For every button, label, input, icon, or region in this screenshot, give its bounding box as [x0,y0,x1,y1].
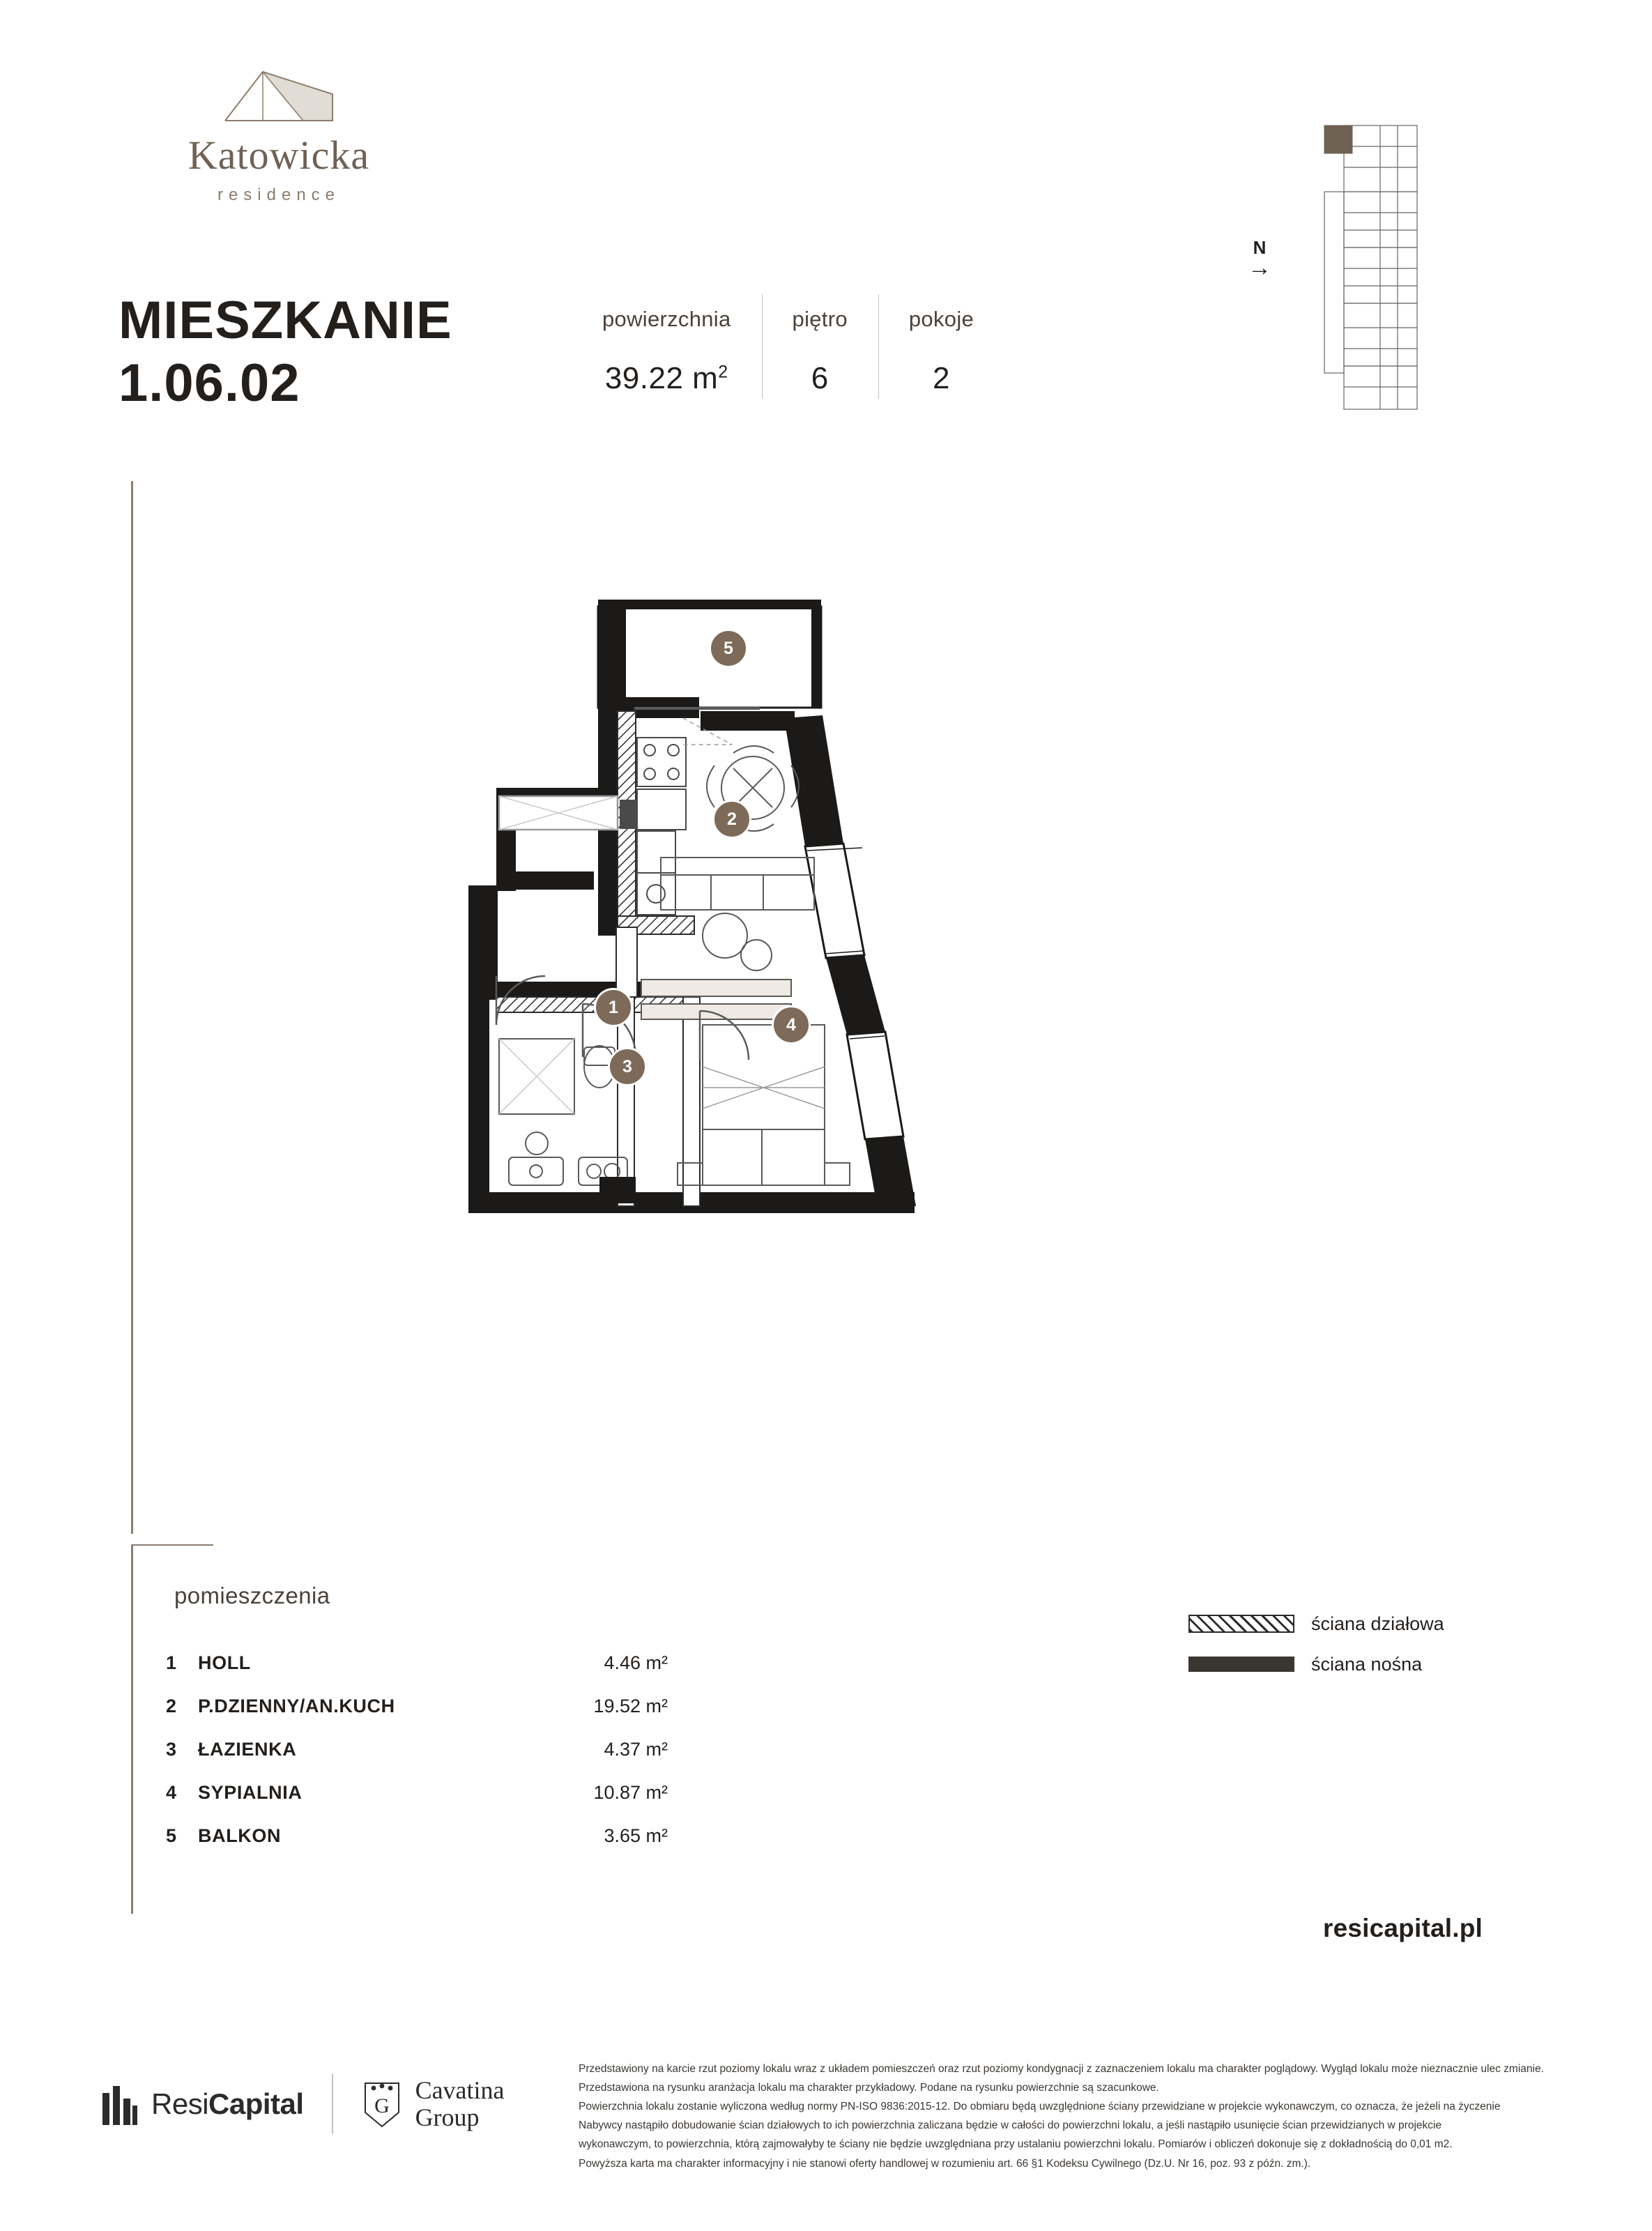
website-url[interactable]: resicapital.pl [1322,1914,1483,1942]
solid-wall-swatch-icon [1188,1657,1294,1672]
footer-logos [101,2074,505,2134]
meta-area-value: 39.22 $m^2$ [604,361,728,395]
wall-legend [1188,1604,1481,1684]
building-minimap [1303,119,1422,418]
living-room-furniture [641,746,814,996]
cavatina-logo [361,2077,505,2131]
disclaimer-line: Nabywcy nastąpiło dobudowanie ścian działowych to ich powierzchnia zaliczana będzie w całości do powierzchni lokalu, a jeśli nastąpiło usunięcie ścian przewidzianych w projekcie [579,2119,1442,2132]
roof-lines-icon [220,59,338,125]
list-item [166,1825,668,1868]
footer-divider [332,2074,333,2134]
plan-marker-5: 5 [709,629,748,668]
page-title [118,289,452,414]
disclaimer-line: Przedstawiony na karcie rzut poziomy lokalu wraz z układem pomieszczeń oraz rzut poziomy kondygnacji z zaznaczeniem lokalu ma charakter poglądowy. Wygląd lokalu może nieznacznie ulec zmianie. [579,2063,1544,2075]
rooms-section-title: pomieszczenia [174,1583,330,1608]
room-name: BALKON [198,1825,282,1846]
room-number: 4 [166,1782,177,1803]
resicapital-wordmark: ResiCapital [151,2087,304,2120]
left-rule-bottom [131,1544,133,1914]
cavatina-wordmark [415,2077,505,2131]
bedroom-furniture [641,1004,850,1185]
plan-marker-4: 4 [772,1005,811,1044]
room-name: ŁAZIENKA [198,1739,297,1760]
meta-floor [762,307,878,396]
cavatina-line2: Group [415,2103,480,2131]
compass-arrow-icon: → [1248,254,1271,281]
brand-logo [132,59,425,205]
rooms-list [166,1652,668,1868]
disclaimer-line: wykonawczym, to powierzchnia, którą zajmowałyby te ściany nie będzie uwzględniana przy ustalaniu powierzchni lokalu. Pomiarów i obliczeń dokonuje się z dokładnością do 0,01 m2. [579,2138,1453,2151]
meta-rooms-label: pokoje [908,307,974,331]
svg-text:G: G [374,2094,390,2117]
page-title-line2: 1.06.02 [118,353,300,413]
legend-partition-wall [1188,1604,1481,1644]
meta-area-label: powierzchnia [602,307,731,331]
room-number: 3 [166,1739,177,1760]
room-area: 4.46 m² [604,1652,668,1673]
room-area: 10.87 m² [593,1782,668,1803]
legend-label: ściana nośna [1311,1653,1423,1675]
room-number: 5 [166,1825,177,1846]
room-area: 19.52 m² [593,1696,668,1716]
list-item [166,1739,668,1782]
legal-disclaimer [579,2060,1554,2174]
compass [1248,237,1271,281]
brand-subtitle: residence [217,185,341,204]
disclaimer-line: Powyższa karta ma charakter informacyjny i nie stanowi oferty handlowej w rozumieniu art. 66 §1 Kodeksu Cywilnego (Dz.U. Nr 16, poz. 93 z późn. zm.). [579,2157,1311,2170]
plan-marker-2: 2 [712,800,751,839]
room-number: 1 [166,1652,177,1673]
meta-area [572,307,762,396]
meta-floor-label: piętro [792,307,848,331]
room-area: 3.65 m² [604,1825,668,1846]
disclaimer-line: Powierzchnia lokalu zostanie wyliczona według normy PN-ISO 9836:2015-12. Do obmiaru będą uwzględnione ściany przewidziane w projekcie wykonawczym, co oznacza, że jeżeli na życzenie [579,2101,1501,2113]
legend-load-bearing-wall [1188,1644,1481,1684]
east-facade [701,711,916,1227]
list-item [166,1782,668,1825]
left-rule-tick [131,1544,213,1546]
meta-rooms [878,307,1004,396]
page-title-line1: MIESZKANIE [118,291,452,350]
floor-plan [335,579,1143,1457]
cavatina-crest-icon [361,2079,403,2129]
meta-rooms-value: 2 [932,361,950,395]
legend-label: ściana działowa [1311,1613,1444,1634]
list-item [166,1652,668,1696]
plan-marker-3: 3 [608,1047,647,1086]
room-name: SYPIALNIA [198,1782,303,1803]
resicapital-bars-icon [101,2083,139,2125]
room-name: P.DZIENNY/AN.KUCH [198,1696,395,1716]
brand-title: Katowicka [188,132,370,178]
meta-floor-value: 6 [811,361,829,395]
list-item [166,1696,668,1739]
room-number: 2 [166,1696,177,1716]
cavatina-line1: Cavatina [415,2076,505,2105]
left-rule-top [131,481,133,1534]
floor-plan-svg [335,579,1143,1457]
compass-north-label: N [1253,237,1267,258]
hatched-wall-swatch-icon [1188,1615,1294,1633]
plan-marker-1: 1 [594,988,633,1027]
room-name: HOLL [198,1652,251,1673]
resicapital-logo [101,2083,304,2125]
disclaimer-line: Przedstawiona na rysunku aranżacja lokalu ma charakter przykładowy. Podane na rysunku powierzchnie są szacunkowe. [579,2082,1159,2094]
room-area: 4.37 m² [604,1739,668,1760]
apartment-meta [572,307,1004,396]
